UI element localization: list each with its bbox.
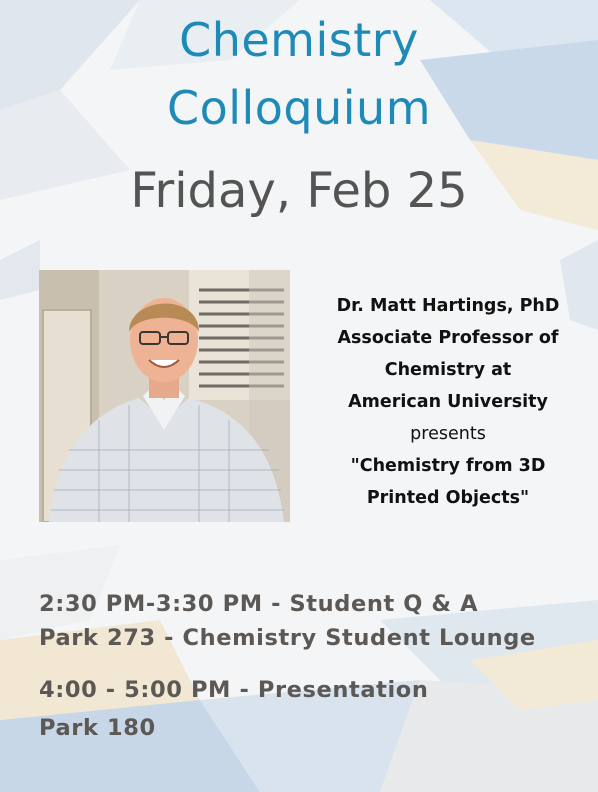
speaker-title-line-1: Associate Professor of — [337, 328, 559, 348]
presentation-location: Park 180 — [39, 715, 156, 741]
title-line-2: Colloquium — [166, 81, 432, 135]
speaker-name: Dr. Matt Hartings, PhD — [336, 296, 560, 316]
speaker-title-line-2: Chemistry at — [384, 360, 512, 380]
speaker-photo — [39, 270, 290, 522]
speaker-info — [303, 290, 593, 514]
event-date: Friday, Feb 25 — [130, 163, 468, 219]
presents-label: presents — [410, 424, 486, 444]
talk-title-line-2: Printed Objects" — [366, 488, 530, 508]
title-line-1: Chemistry — [179, 13, 419, 67]
talk-title-line-1: "Chemistry from 3D — [350, 456, 546, 476]
qa-time: 2:30 PM-3:30 PM - Student Q & A — [39, 591, 479, 617]
speaker-title-line-3: American University — [348, 392, 548, 412]
qa-location: Park 273 - Chemistry Student Lounge — [39, 625, 536, 651]
presentation-time: 4:00 - 5:00 PM - Presentation — [39, 677, 429, 703]
